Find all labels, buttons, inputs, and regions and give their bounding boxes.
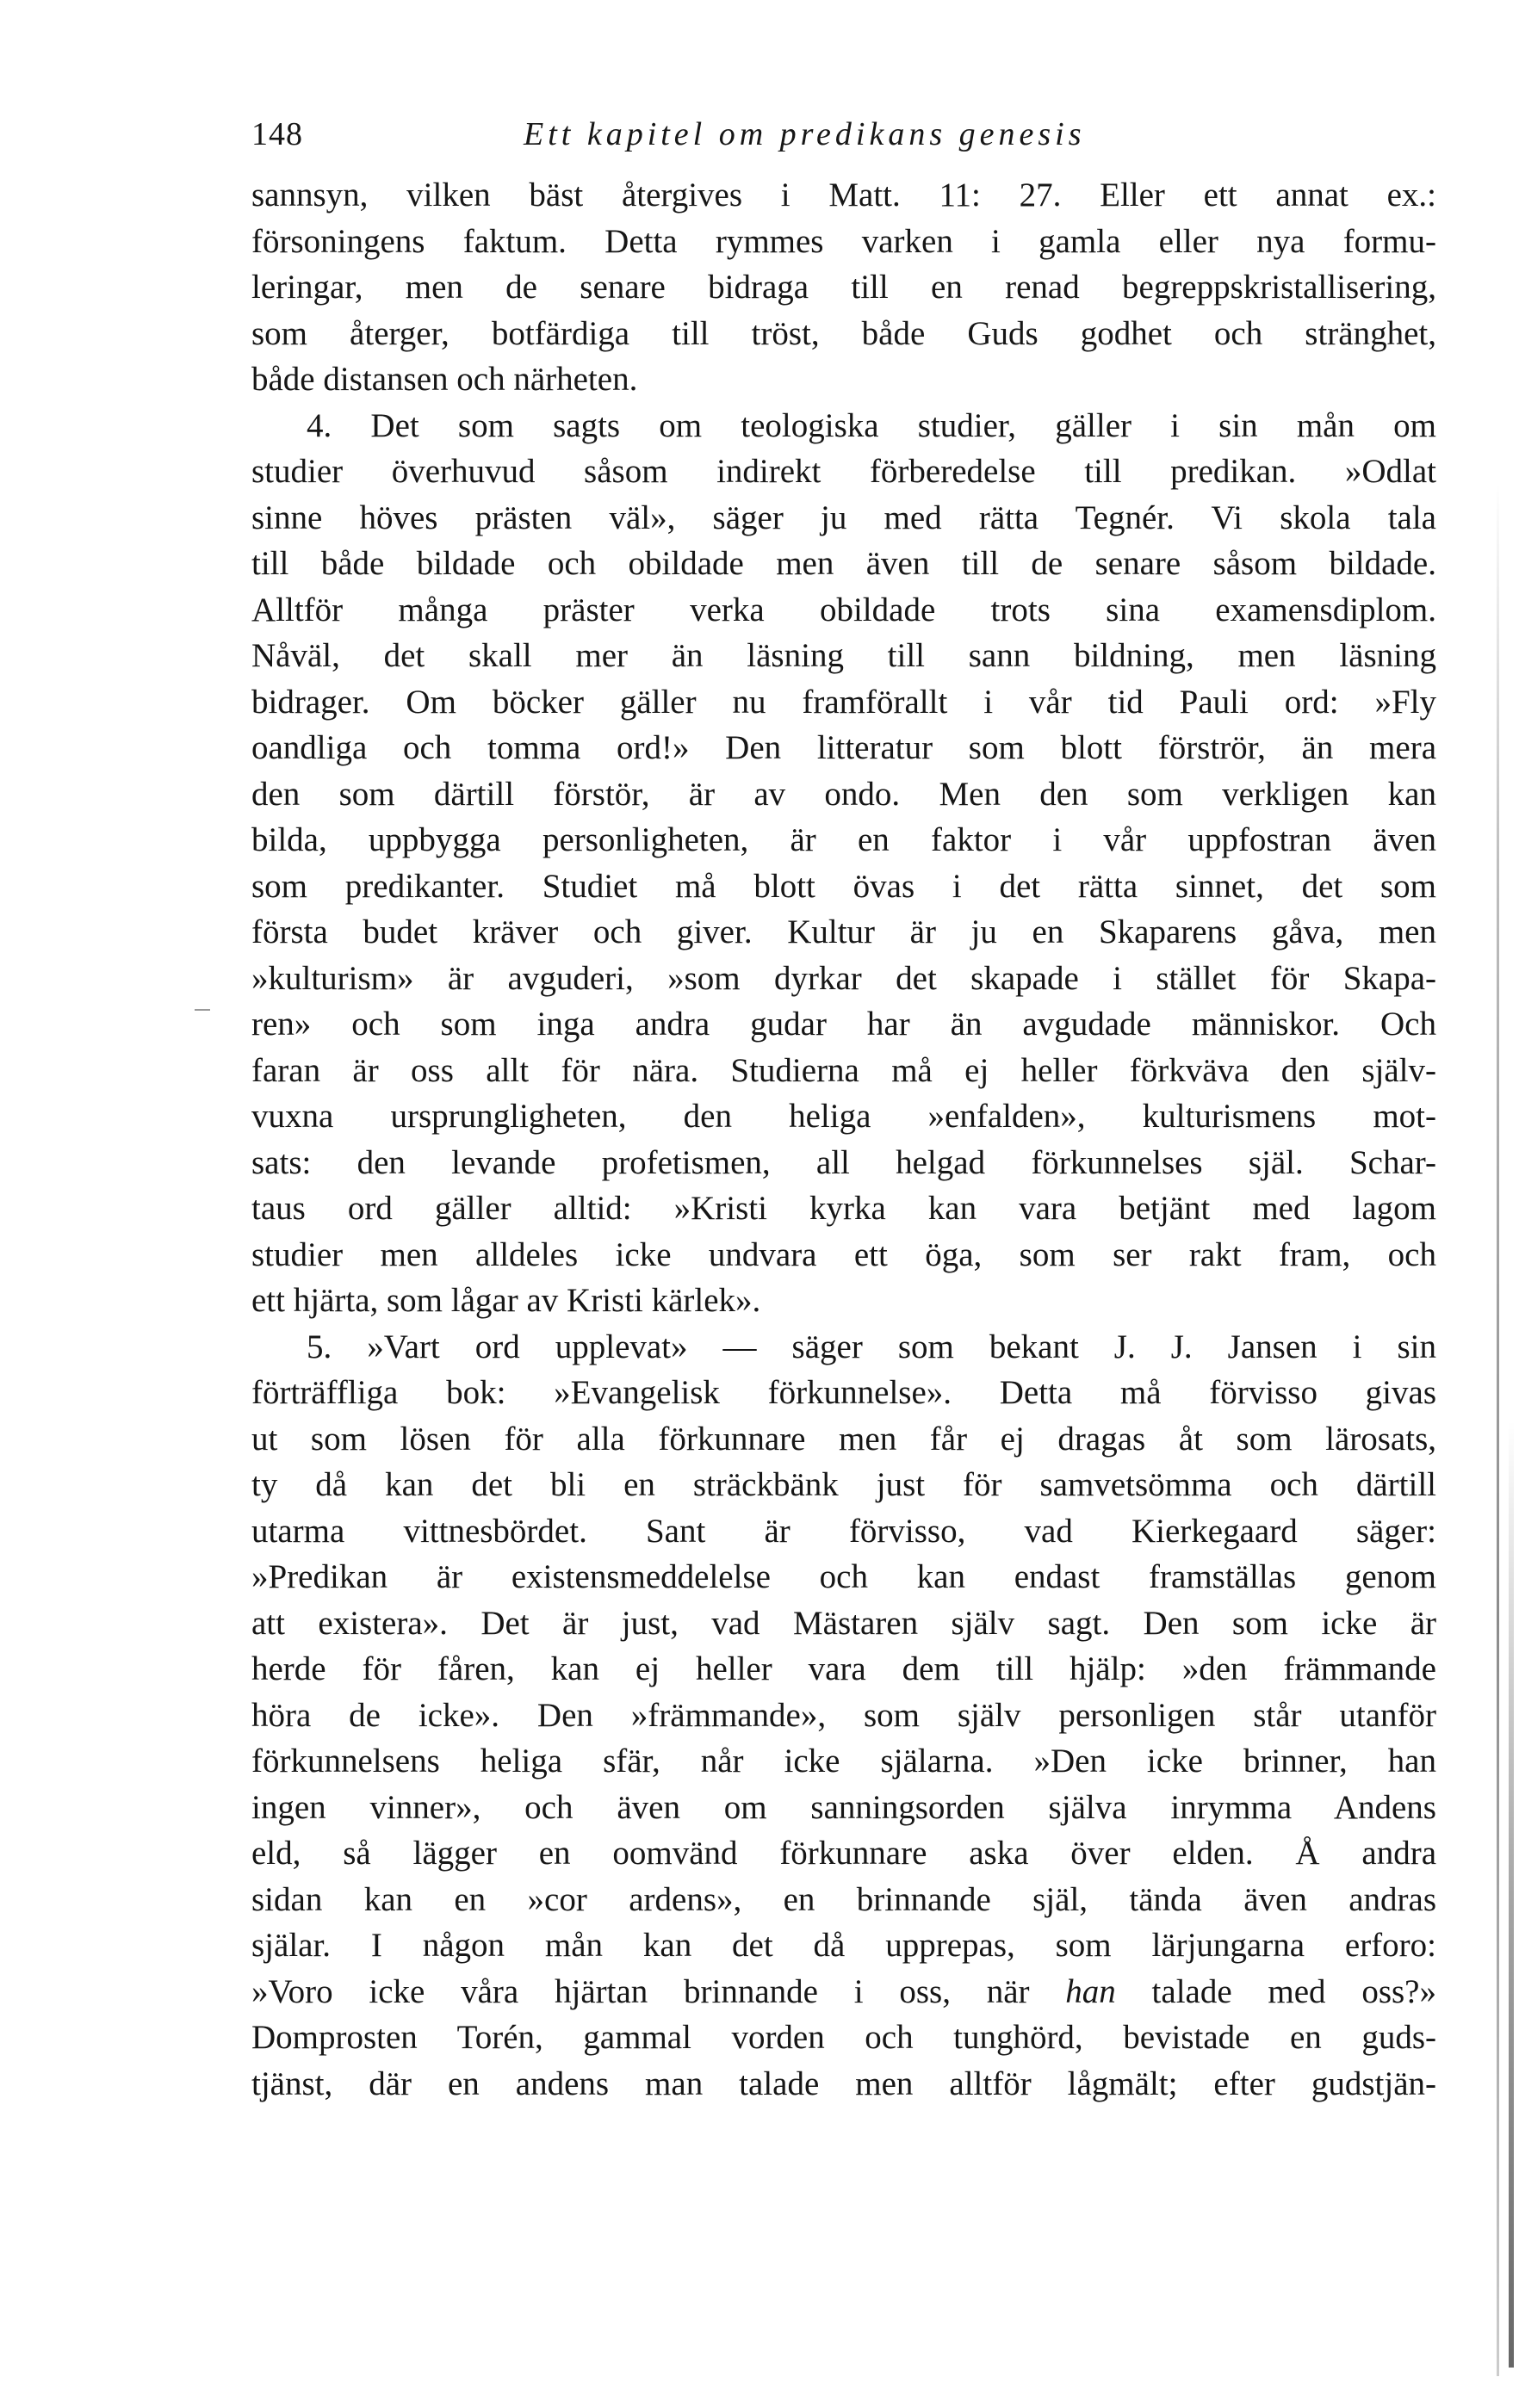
text-line: ett hjärta, som lågar av Kristi kärlek». <box>251 1282 761 1319</box>
text-line: Alltför många präster verka obildade trots sina examensdiplom. <box>251 591 1436 628</box>
text-line: bilda, uppbygga personligheten, är en faktor i vår uppfostran även <box>251 821 1436 858</box>
text-line: höra de icke». Den »främmande», som själv personligen står utanför <box>251 1696 1436 1734</box>
page-number: 148 <box>251 116 303 152</box>
text-line: leringar, men de senare bidraga till en renad begreppskristallisering, <box>251 269 1436 306</box>
text-line: »Predikan är existensmeddelelse och kan endast framställas genom <box>251 1558 1436 1595</box>
text-line: själar. I någon mån kan det då upprepas, som lärjungarna erforo: <box>251 1927 1436 1964</box>
text-line: »kulturism» är avguderi, »som dyrkar det skapade i stället för Skapa- <box>251 959 1436 997</box>
text-line: Domprosten Torén, gammal vorden och tunghörd, bevistade en guds- <box>251 2019 1436 2056</box>
text-line: taus ord gäller alltid: »Kristi kyrka kan vara betjänt med lagom <box>251 1190 1436 1227</box>
scan-edge-shadow <box>1497 482 1499 2376</box>
text-segment: talade med oss?» <box>1151 1972 1436 2010</box>
text-line: sidan kan en »cor ardens», en brinnande själ, tända även andras <box>251 1880 1436 1918</box>
text-line: eld, så lägger en oomvänd förkunnare aska över elden. Å andra <box>251 1835 1436 1872</box>
text-line: oandliga och tomma ord!» Den litteratur som blott förströr, än mera <box>251 729 1436 766</box>
text-line: första budet kräver och giver. Kultur är ju en Skaparens gåva, men <box>251 913 1436 950</box>
margin-mark <box>195 1009 210 1011</box>
text-line: ingen vinner», och även om sanningsorden själva inrymma Andens <box>251 1788 1436 1826</box>
text-line: förkunnelsens heliga sfär, når icke själarna. »Den icke brinner, han <box>251 1743 1436 1780</box>
text-line: ren» och som inga andra gudar har än avgudade människor. Och <box>251 1006 1436 1043</box>
text-line: tjänst, där en andens man talade men alltför lågmält; efter gudstjän- <box>251 2064 1436 2102</box>
text-line: ut som lösen för alla förkunnare men får ej dragas åt som lärosats, <box>251 1420 1436 1458</box>
paragraph-4-start: 4. Det som sagts om teologiska studier, gäller i sin mån om <box>307 406 1436 444</box>
text-line: Nåväl, det skall mer än läsning till sann bildning, men läsning <box>251 637 1436 674</box>
text-line: både distansen och närheten. <box>251 361 638 398</box>
text-line: att existera». Det är just, vad Mästaren själv sagt. Den som icke är <box>251 1604 1436 1642</box>
body-text <box>251 172 1436 2107</box>
text-line: utarma vittnesbördet. Sant är förvisso, vad Kierkegaard säger: <box>251 1512 1436 1550</box>
paragraph-5-start: 5. »Vart ord upplevat» — säger som bekant J. J. Jansen i sin <box>307 1328 1436 1365</box>
text-line: förträffliga bok: »Evangelisk förkunnelse». Detta må förvisso givas <box>251 1374 1436 1411</box>
text-line: försoningens faktum. Detta rymmes varken i gamla eller nya formu- <box>251 222 1436 260</box>
italic-word: han <box>1065 1972 1116 2010</box>
text-line: ty då kan det bli en sträckbänk just för samvetsömma och därtill <box>251 1466 1436 1503</box>
text-line: bidrager. Om böcker gäller nu framförallt i vår tid Pauli ord: »Fly <box>251 683 1436 721</box>
text-line: studier men alldeles icke undvara ett öga, som ser rakt fram, och <box>251 1235 1436 1273</box>
text-line: studier överhuvud såsom indirekt förberedelse till predikan. »Odlat <box>251 453 1436 490</box>
text-line: faran är oss allt för nära. Studierna må ej heller förkväva den själv- <box>251 1051 1436 1089</box>
text-line: sats: den levande profetismen, all helgad förkunnelses själ. Schar- <box>251 1143 1436 1181</box>
text-line: till både bildade och obildade men även till de senare såsom bildade. <box>251 545 1436 582</box>
text-line: som predikanter. Studiet må blott övas i det rätta sinnet, det som <box>251 867 1436 905</box>
text-line: sinne höves prästen väl», säger ju med rätta Tegnér. Vi skola tala <box>251 498 1436 536</box>
text-line-with-italic <box>251 1969 1436 2015</box>
scan-edge-shadow <box>1509 1421 1514 2368</box>
running-title: Ett kapitel om predikans genesis <box>524 116 1086 152</box>
text-line: vuxna ursprungligheten, den heliga »enfalden», kulturismens mot- <box>251 1098 1436 1135</box>
text-segment: »Voro icke våra hjärtan brinnande i oss, när <box>251 1972 1030 2010</box>
text-line: sannsyn, vilken bäst återgives i Matt. 11: 27. Eller ett annat ex.: <box>251 176 1436 214</box>
page-header <box>251 108 1436 160</box>
text-line: den som därtill förstör, är av ondo. Men den som verkligen kan <box>251 775 1436 813</box>
text-line: herde för fåren, kan ej heller vara dem till hjälp: »den främmande <box>251 1650 1436 1687</box>
text-line: som återger, botfärdiga till tröst, både Guds godhet och stränghet, <box>251 314 1436 352</box>
